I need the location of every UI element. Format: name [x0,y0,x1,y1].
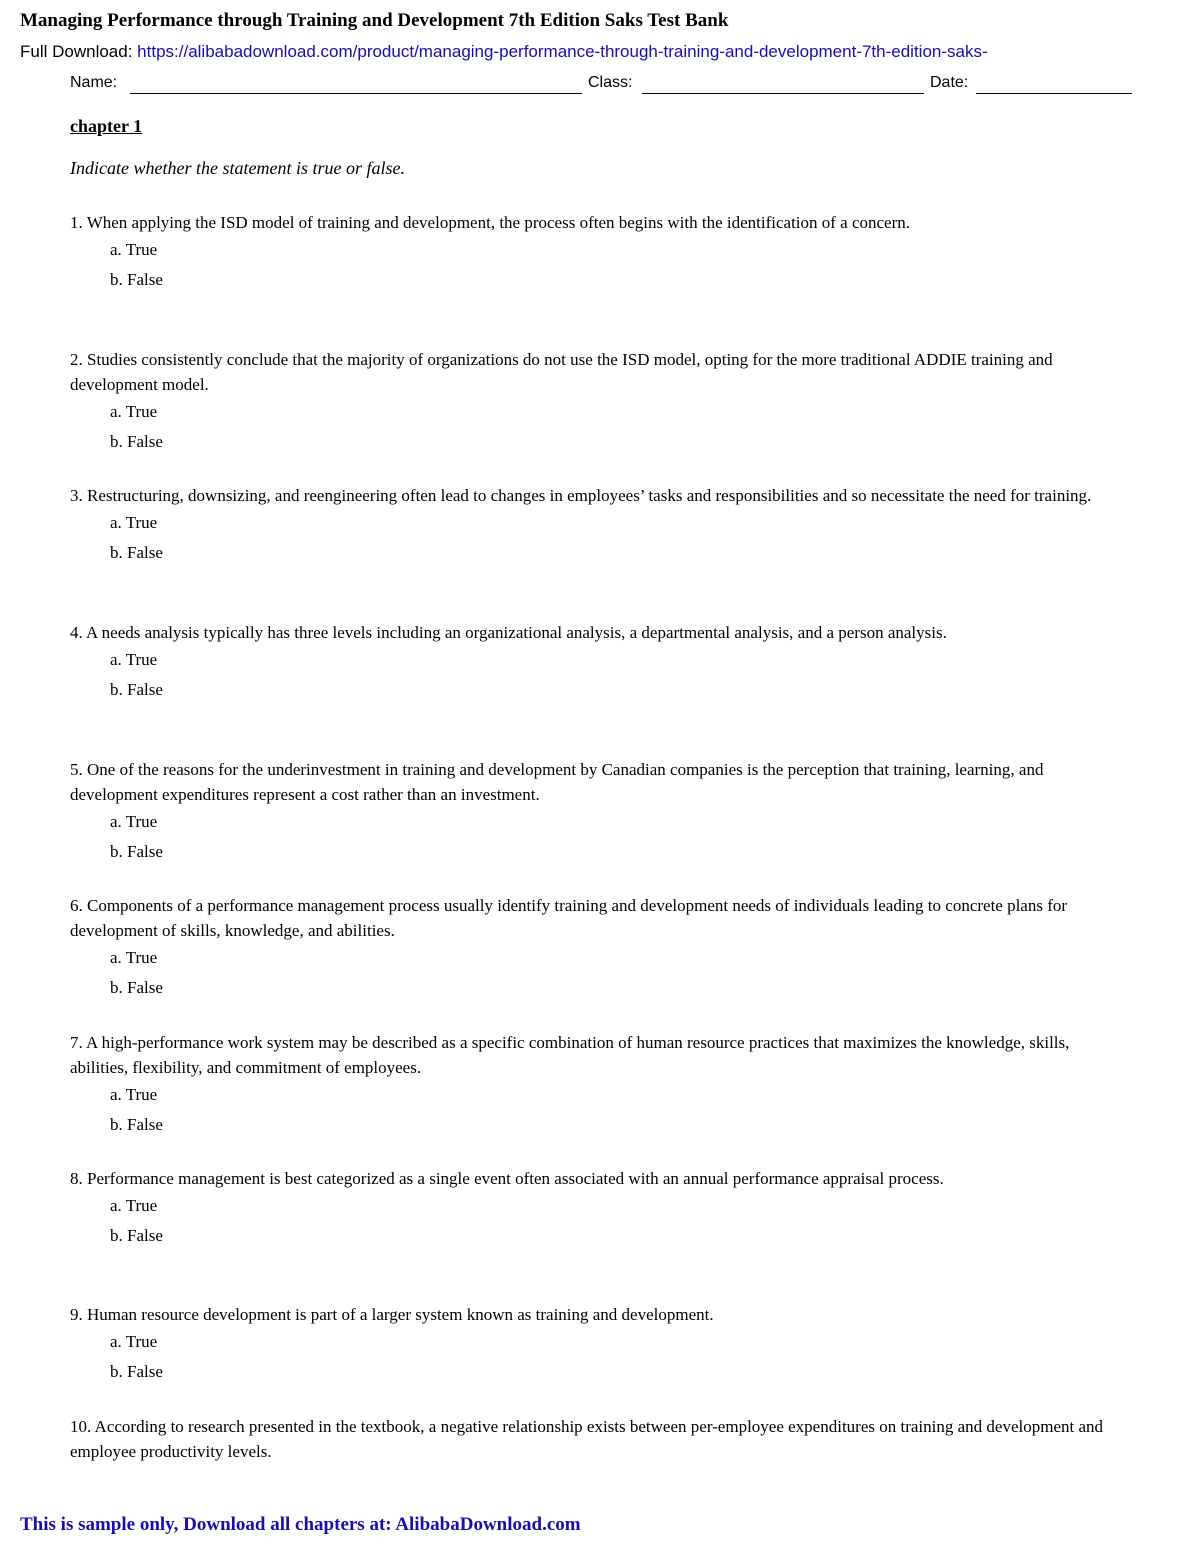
option-true[interactable]: a. True [110,1085,158,1104]
option-false[interactable]: b. False [110,543,163,562]
option-true[interactable]: a. True [110,1196,158,1215]
question-item [70,1030,1130,1140]
question-text: 8. Performance management is best categorized as a single event often associated with an annual performance appraisal process. [70,1169,944,1188]
question-item [70,1302,1130,1387]
option-true[interactable]: a. True [110,513,158,532]
question-item [70,210,1130,295]
option-false[interactable]: b. False [110,1115,163,1134]
instruction-text: Indicate whether the statement is true or false. [70,158,405,178]
date-label: Date: [930,74,969,91]
class-label: Class: [588,74,633,91]
option-true[interactable]: a. True [110,812,158,831]
question-text: 10. According to research presented in the textbook, a negative relationship exists between per-employee expenditures on training and development and employee productivity levels. [70,1417,1104,1461]
download-link[interactable]: https://alibabadownload.com/product/managing-performance-through-training-and-development-7th-edition-saks- [137,42,988,61]
student-info-fields [70,74,1132,96]
option-false[interactable]: b. False [110,270,163,289]
question-item [70,620,1130,705]
date-field[interactable] [976,93,1132,94]
question-item [70,1166,1130,1251]
option-false[interactable]: b. False [110,432,163,451]
option-true[interactable]: a. True [110,650,158,669]
question-text: 7. A high-performance work system may be described as a specific combination of human resource practices that maximizes the knowledge, skills, abilities, flexibility, and commitment of employees. [70,1033,1070,1077]
question-item [70,483,1130,568]
option-false[interactable]: b. False [110,1226,163,1245]
class-field[interactable] [642,93,924,94]
question-item [70,893,1130,1003]
question-text: 4. A needs analysis typically has three levels including an organizational analysis, a departmental analysis, and a person analysis. [70,623,947,642]
question-item [70,1414,1130,1464]
option-false[interactable]: b. False [110,842,163,861]
question-text: 6. Components of a performance management process usually identify training and development needs of individuals leading to concrete plans for development of skills, knowledge, and abilities. [70,896,1068,940]
question-text: 3. Restructuring, downsizing, and reengineering often lead to changes in employees’ tasks and responsibilities and so necessitate the need for training. [70,486,1092,505]
question-item [70,757,1130,867]
question-text: 2. Studies consistently conclude that the majority of organizations do not use the ISD model, opting for the more traditional ADDIE training and development model. [70,350,1053,394]
question-text: 1. When applying the ISD model of training and development, the process often begins with the identification of a concern. [70,213,911,232]
option-true[interactable]: a. True [110,240,158,259]
option-false[interactable]: b. False [110,978,163,997]
option-true[interactable]: a. True [110,1332,158,1351]
full-download-line [20,42,988,62]
chapter-heading: chapter 1 [70,116,143,136]
question-text: 5. One of the reasons for the underinvestment in training and development by Canadian companies is the perception that training, learning, and development expenditures represent a cost rather than an investment. [70,760,1044,804]
name-label: Name: [70,74,118,91]
download-label: Full Download: [20,42,138,61]
document-title: Managing Performance through Training and Development 7th Edition Saks Test Bank [20,10,729,31]
option-false[interactable]: b. False [110,680,163,699]
option-true[interactable]: a. True [110,402,158,421]
option-false[interactable]: b. False [110,1362,163,1381]
name-field[interactable] [130,93,582,94]
option-true[interactable]: a. True [110,948,158,967]
sample-footer-link[interactable]: This is sample only, Download all chapters at: AlibabaDownload.com [20,1514,581,1535]
question-text: 9. Human resource development is part of a larger system known as training and development. [70,1305,714,1324]
question-item [70,347,1130,457]
